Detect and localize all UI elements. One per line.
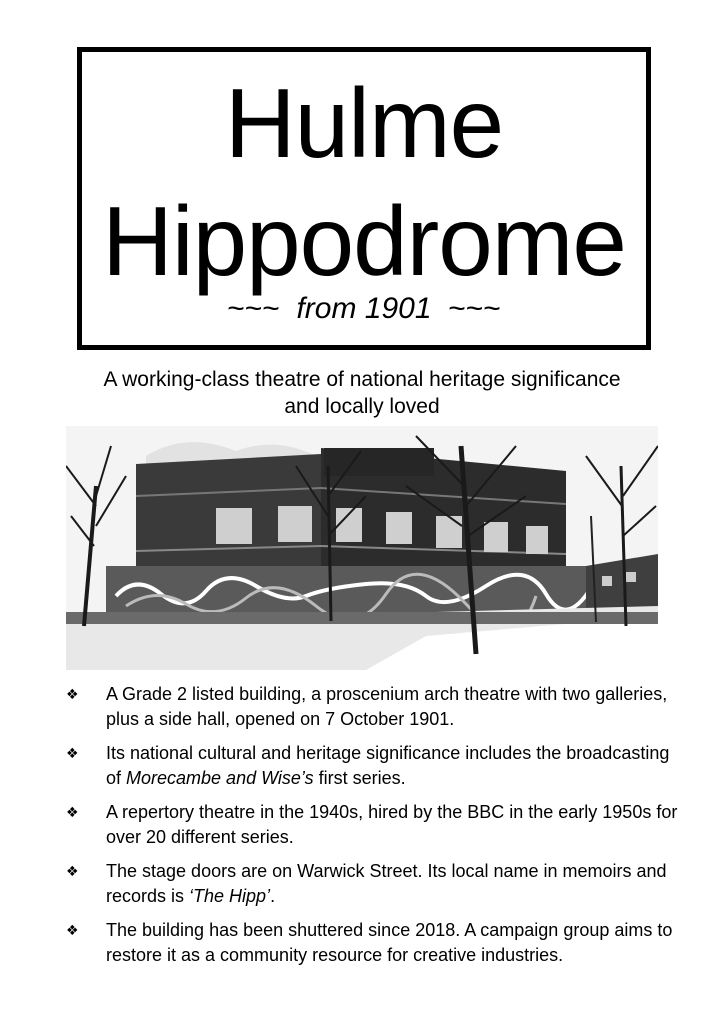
fact-text-before: Its national cultural and heritage significance includes the broadcasting of: [106, 743, 670, 788]
subtitle: [40, 366, 684, 420]
fact-text-emphasis: ‘The Hipp’: [189, 886, 271, 906]
fact-list: [60, 682, 684, 977]
building-photo: [66, 426, 658, 670]
list-item: [60, 741, 684, 791]
from-date-line: [82, 292, 646, 326]
diamond-bullet-icon: ❖: [66, 686, 79, 702]
title-box: [77, 47, 651, 350]
fact-text-before: The stage doors are on Warwick Street. Its local name in memoirs and records is: [106, 861, 667, 906]
fact-text: The building has been shuttered since 2018. A campaign group aims to restore it as a community resource for creative industries.: [106, 920, 673, 965]
list-item: [60, 918, 684, 968]
list-item: [60, 800, 684, 850]
title-hulme: Hulme: [224, 68, 504, 178]
list-item: [60, 682, 684, 732]
from-year: from 1901: [296, 292, 432, 325]
fact-text-after: first series.: [313, 768, 406, 788]
subtitle-line-1: A working-class theatre of national heritage significance: [103, 368, 621, 391]
fact-text-emphasis: Morecambe and Wise’s: [126, 768, 314, 788]
diamond-bullet-icon: ❖: [66, 863, 79, 879]
diamond-bullet-icon: ❖: [66, 922, 79, 938]
title-hippodrome: Hippodrome: [102, 186, 626, 296]
tilde-left: ~~~: [227, 292, 280, 325]
list-item: [60, 859, 684, 909]
fact-text: A repertory theatre in the 1940s, hired by the BBC in the early 1950s for over 20 different series.: [106, 802, 678, 847]
fact-text-after: .: [270, 886, 276, 906]
diamond-bullet-icon: ❖: [66, 745, 79, 761]
subtitle-line-2: and locally loved: [284, 395, 440, 418]
diamond-bullet-icon: ❖: [66, 804, 79, 820]
fact-text: A Grade 2 listed building, a proscenium arch theatre with two galleries, plus a side hall, opened on 7 October 1901.: [106, 684, 668, 729]
building-photo-illustration: [66, 426, 658, 670]
tilde-right: ~~~: [448, 292, 501, 325]
